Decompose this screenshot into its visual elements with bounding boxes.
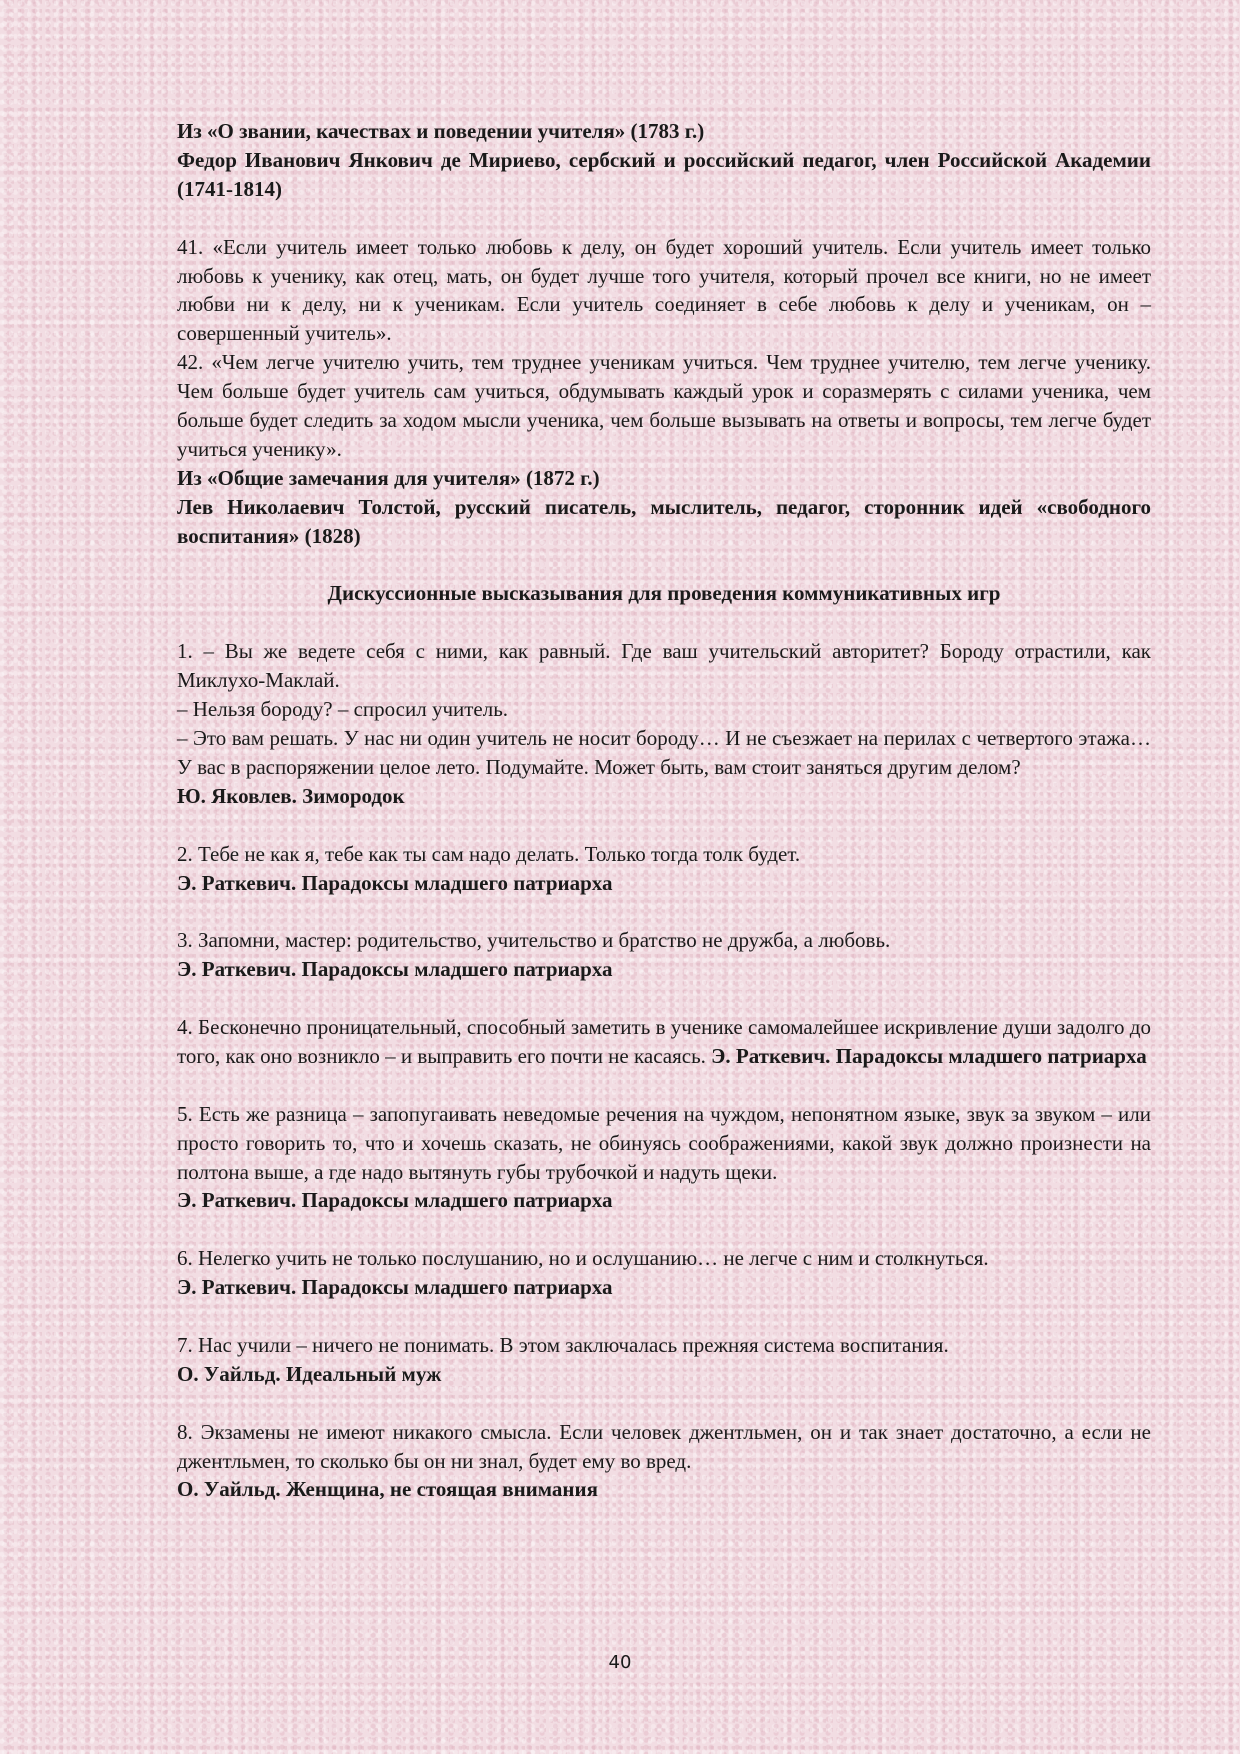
statement-2-source: Э. Раткевич. Парадоксы младшего патриарха bbox=[177, 870, 613, 895]
spacer bbox=[177, 551, 1151, 580]
statement-7-source: О. Уайльд. Идеальный муж bbox=[177, 1361, 442, 1386]
statement-1-line-2: – Нельзя бороду? – спросил учитель. bbox=[177, 697, 509, 722]
spacer bbox=[177, 1389, 1151, 1418]
page-number: 40 bbox=[608, 1652, 632, 1673]
statement-6: 6. Нелегко учить не только послушанию, но и ослушанию… не легче с ним и столкнуться. bbox=[177, 1246, 989, 1271]
statement-1-source: Ю. Яковлев. Зимородок bbox=[177, 783, 405, 808]
source-author-tolstoy: Лев Николаевич Толстой, русский писатель, мыслитель, педагог, сторонник идей «свободного воспитания» (1828) bbox=[177, 494, 1151, 548]
spacer bbox=[177, 897, 1151, 926]
statement-4-text: 4. Бесконечно проницательный, способный заметить в ученике самомалейшее искривление души задолго до того, как оно возникло – и выправить его почти не касаясь. bbox=[177, 1015, 1151, 1068]
statement-4 bbox=[177, 1013, 1151, 1071]
statement-5-source: Э. Раткевич. Парадоксы младшего патриарха bbox=[177, 1188, 613, 1213]
document-page bbox=[177, 117, 1151, 1504]
spacer bbox=[177, 811, 1151, 840]
spacer bbox=[177, 608, 1151, 637]
source-title-tolstoy: Из «Общие замечания для учителя» (1872 г.) bbox=[177, 465, 600, 490]
statement-3: 3. Запомни, мастер: родительство, учительство и братство не дружба, а любовь. bbox=[177, 928, 891, 953]
spacer bbox=[177, 1302, 1151, 1331]
quote-41: 41. «Если учитель имеет только любовь к делу, он будет хороший учитель. Если учитель имеет только любовь к ученику, как отец, мать, он будет лучше того учителя, который прочел все книги, но не имеет любви ни к делу, ни к ученикам. Если учитель соединяет в себе любовь к делу и ученикам, он – совершенный учитель». bbox=[177, 234, 1151, 346]
statement-1-line-1: 1. – Вы же ведете себя с ними, как равный. Где ваш учительский авторитет? Бороду отрастили, как Миклухо-Маклай. bbox=[177, 639, 1151, 693]
statement-8: 8. Экзамены не имеют никакого смысла. Если человек джентльмен, он и так знает достаточно, а если не джентльмен, то сколько бы он ни знал, будет ему во вред. bbox=[177, 1419, 1151, 1473]
spacer bbox=[177, 1215, 1151, 1244]
statement-3-source: Э. Раткевич. Парадоксы младшего патриарха bbox=[177, 957, 613, 982]
spacer bbox=[177, 984, 1151, 1013]
source-title-yankovich: Из «О звании, качествах и поведении учителя» (1783 г.) bbox=[177, 119, 705, 143]
statement-4-source: Э. Раткевич. Парадоксы младшего патриарха bbox=[711, 1043, 1147, 1068]
statement-6-source: Э. Раткевич. Парадоксы младшего патриарха bbox=[177, 1275, 613, 1300]
quote-42: 42. «Чем легче учителю учить, тем труднее ученикам учиться. Чем труднее учителю, тем легче ученику. Чем больше будет учитель сам учиться, обдумывать каждый урок и соразмерять с силами ученика, чем больше будет следить за ходом мысли ученика, чем больше вызывать на ответы и вопросы, тем легче будет учиться ученику». bbox=[177, 350, 1151, 461]
statement-8-source: О. Уайльд. Женщина, не стоящая внимания bbox=[177, 1477, 598, 1502]
spacer bbox=[177, 1071, 1151, 1100]
spacer bbox=[177, 204, 1151, 233]
statement-1-line-3: – Это вам решать. У нас ни один учитель не носит бороду… И не съезжает на перилах с четвертого этажа… У вас в распоряжении целое лето. Подумайте. Может быть, вам стоит заняться другим делом? bbox=[177, 725, 1151, 779]
statement-5: 5. Есть же разница – запопугаивать неведомые речения на чуждом, непонятном языке, звук за звуком – или просто говорить то, что и хочешь сказать, не обинуясь соображениями, какой звук должно произнести на полтона выше, а где надо вытянуть губы трубочкой и надуть щеки. bbox=[177, 1101, 1151, 1184]
section-heading: Дискуссионные высказывания для проведения коммуникативных игр bbox=[327, 581, 1001, 606]
statement-7: 7. Нас учили – ничего не понимать. В этом заключалась прежняя система воспитания. bbox=[177, 1332, 949, 1357]
statement-2: 2. Тебе не как я, тебе как ты сам надо делать. Только тогда толк будет. bbox=[177, 841, 801, 866]
source-author-yankovich: Федор Иванович Янкович де Мириево, сербский и российский педагог, член Российской Академии (1741-1814) bbox=[177, 147, 1151, 201]
